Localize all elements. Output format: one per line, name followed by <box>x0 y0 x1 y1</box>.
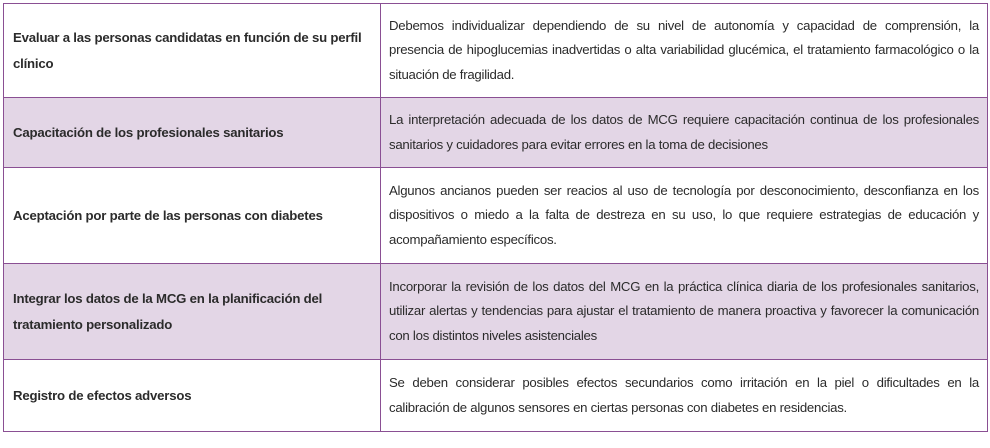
table-row <box>4 4 988 98</box>
table-row <box>4 360 988 432</box>
row-description: Se deben considerar posibles efectos secundarios como irritación en la piel o dificultades en la calibración de algunos sensores en ciertas personas con diabetes en residencias. <box>381 360 988 432</box>
row-description: Debemos individualizar dependiendo de su nivel de autonomía y capacidad de comprensión, la presencia de hipoglucemias inadvertidas o alta variabilidad glucémica, el tratamiento farmacológico o la situación de fragilidad. <box>381 4 988 98</box>
row-label: Aceptación por parte de las personas con diabetes <box>4 168 381 264</box>
table-row <box>4 98 988 168</box>
row-description: Incorporar la revisión de los datos del MCG en la práctica clínica diaria de los profesionales sanitarios, utilizar alertas y tendencias para ajustar el tratamiento de manera proactiva y favorecer la comunicación con los distintos niveles asistenciales <box>381 264 988 360</box>
row-description: Algunos ancianos pueden ser reacios al uso de tecnología por desconocimiento, desconfianza en los dispositivos o miedo a la falta de destreza en su uso, lo que requiere estrategias de educación y acompañamiento específicos. <box>381 168 988 264</box>
row-description: La interpretación adecuada de los datos de MCG requiere capacitación continua de los profesionales sanitarios y cuidadores para evitar errores en la toma de decisiones <box>381 98 988 168</box>
row-label: Evaluar a las personas candidatas en función de su perfil clínico <box>4 4 381 98</box>
row-label: Capacitación de los profesionales sanitarios <box>4 98 381 168</box>
recommendations-table <box>3 3 988 432</box>
table-row <box>4 264 988 360</box>
table-row <box>4 168 988 264</box>
row-label: Integrar los datos de la MCG en la planificación del tratamiento personalizado <box>4 264 381 360</box>
row-label: Registro de efectos adversos <box>4 360 381 432</box>
